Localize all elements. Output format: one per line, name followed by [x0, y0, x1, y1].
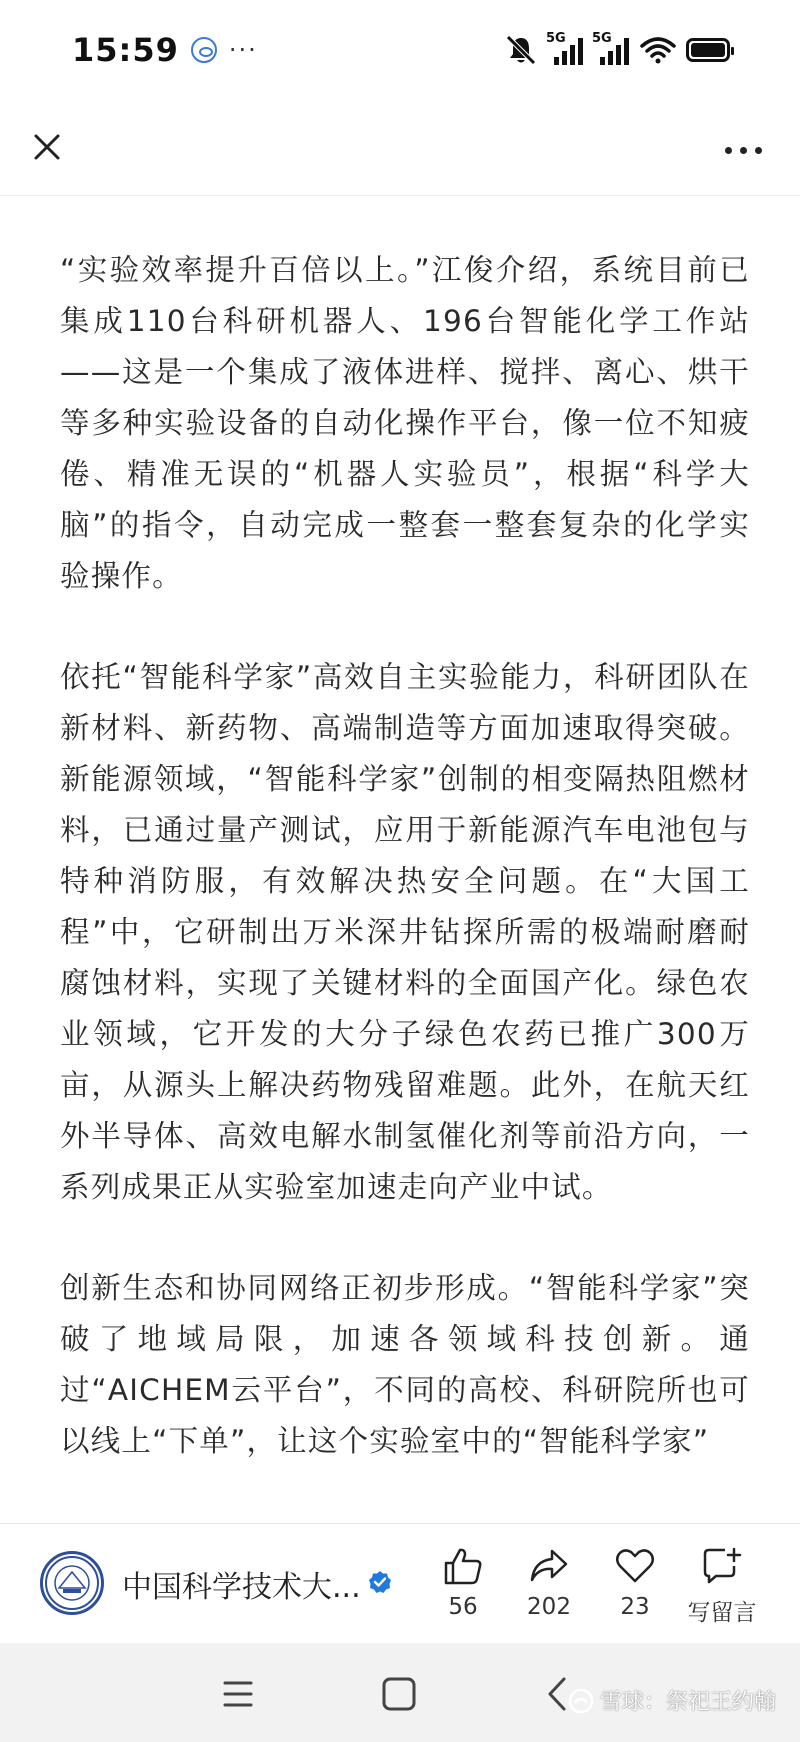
university-logo-icon: [43, 1554, 101, 1612]
notification-more: ···: [228, 36, 258, 64]
favorite-count: 23: [620, 1594, 650, 1620]
comment-button[interactable]: [682, 1546, 762, 1627]
article-body: [60, 245, 750, 1525]
article-paragraph-2: 依托“智能科学家”高效自主实验能力，科研团队在新材料、新药物、高端制造等方面加速取得突破。新能源领域，“智能科学家”创制的相变隔热阻燃材料，已通过量产测试，应用于新能源汽车电池包与特种消防服，有效解决热安全问题。在“大国工程”中，它研制出万米深井钻探所需的极端耐磨耐腐蚀材料，实现了关键材料的全面国产化。绿色农业领域，它开发的大分子绿色农药已推广300万亩，从源头上解决药物残留难题。此外，在航天红外半导体、高效电解水制氢催化剂等前沿方向，一系列成果正从实验室加速走向产业中试。: [60, 660, 750, 1204]
watermark-text: 雪球：祭祀王约翰: [599, 1690, 776, 1715]
watermark: [568, 1685, 776, 1716]
network-type-2: 5G: [592, 31, 612, 46]
mute-icon: [504, 34, 538, 66]
home-icon[interactable]: [374, 1669, 424, 1719]
clock: 15:59: [72, 31, 179, 69]
signal-icon: [546, 31, 584, 65]
thumbs-up-icon: [442, 1546, 484, 1586]
share-button[interactable]: [514, 1546, 584, 1620]
like-button[interactable]: [428, 1546, 498, 1620]
bottom-action-bar: [0, 1523, 800, 1644]
top-navigation-bar: [0, 100, 800, 196]
system-navigation-bar: [0, 1643, 800, 1742]
author-name[interactable]: 中国科学技术大...: [122, 1570, 361, 1605]
share-count: 202: [527, 1594, 571, 1620]
verified-badge-icon: [368, 1570, 392, 1594]
close-icon[interactable]: [22, 122, 72, 172]
article-paragraph-3: 创新生态和协同网络正初步形成。“智能科学家”突破了地域局限，加速各领域科技创新。通过“AICHEM云平台”，不同的高校、科研院所也可以线上“下单”，让这个实验室中的“智能科学家”: [60, 1271, 750, 1458]
heart-icon: [614, 1546, 656, 1586]
more-icon[interactable]: [718, 130, 768, 170]
like-count: 56: [448, 1594, 478, 1620]
write-comment-icon: [701, 1546, 743, 1586]
wifi-icon: [640, 36, 676, 64]
favorite-button[interactable]: [600, 1546, 670, 1620]
battery-icon: [686, 38, 730, 62]
share-icon: [528, 1546, 570, 1586]
article-paragraph-1: “实验效率提升百倍以上。”江俊介绍，系统目前已集成110台科研机器人、196台智能化学工作站——这是一个集成了液体进样、搅拌、离心、烘干等多种实验设备的自动化操作平台，像一位不知疲倦、精准无误的“机器人实验员”，根据“科学大脑”的指令，自动完成一整套一整套复杂的化学实验操作。: [60, 253, 750, 593]
signal-icon-2: [592, 31, 630, 65]
status-left: [72, 31, 258, 69]
app-notification-icon: [191, 37, 217, 63]
status-right: [504, 31, 730, 66]
snowball-logo-icon: [568, 1688, 594, 1714]
network-type-1: 5G: [546, 31, 566, 46]
comment-label: 写留言: [687, 1600, 757, 1626]
status-bar: [0, 0, 800, 100]
author-avatar[interactable]: [40, 1551, 104, 1615]
recent-apps-icon[interactable]: [213, 1669, 263, 1719]
